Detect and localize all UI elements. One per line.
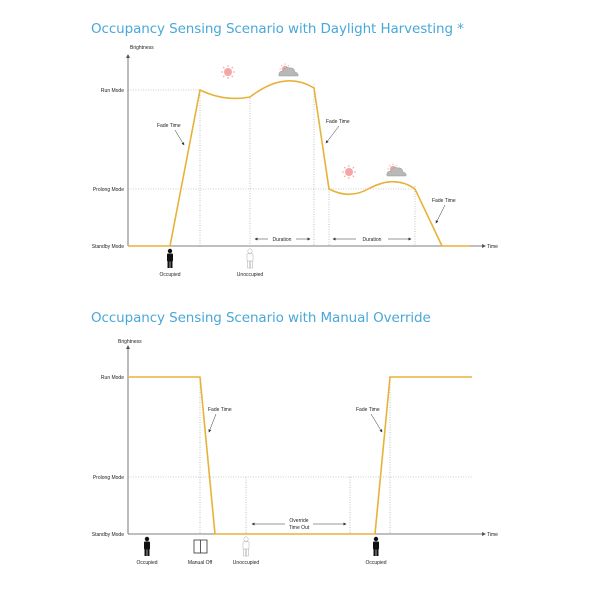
guide-lines (128, 377, 472, 534)
fade-time-label: Fade Time (432, 198, 456, 204)
x-axis-arrow-icon (482, 244, 486, 248)
manual-switch-icon (194, 540, 207, 553)
y-axis-label: Brightness (118, 339, 142, 345)
duration-label: Duration (362, 237, 382, 243)
level-standby-mode: Standby Mode (91, 532, 124, 538)
level-run-mode: Run Mode (100, 375, 124, 381)
sun-icon (342, 165, 356, 179)
duration-label: Duration (272, 237, 292, 243)
brightness-curve (128, 377, 472, 534)
y-axis-label: Brightness (130, 45, 154, 51)
brightness-curve (128, 81, 470, 246)
time-out-label: Time Out (288, 525, 310, 531)
level-prolong-mode: Prolong Mode (92, 187, 124, 193)
diagram-2 (92, 339, 498, 566)
sun-icon (221, 65, 235, 79)
x-axis-label: Time (487, 532, 498, 538)
occupied-person-icon (373, 537, 379, 556)
x-axis-label: Time (487, 244, 498, 250)
fade-time-label: Fade Time (356, 407, 380, 413)
occupied-person-icon (167, 249, 173, 268)
unoccupied-person-icon (247, 249, 253, 268)
fade-time-label: Fade Time (157, 123, 181, 129)
event-occupied: Occupied (136, 560, 158, 566)
override-label: Override (289, 518, 309, 524)
event-manual-off: Manual Off (187, 560, 213, 566)
fade-time-label: Fade Time (326, 119, 350, 125)
occupied-person-icon (144, 537, 150, 556)
diagram-2-title: Occupancy Sensing Scenario with Manual Override (91, 310, 431, 326)
unoccupied-person-icon (243, 537, 249, 556)
diagram-1 (92, 45, 498, 278)
event-occupied: Occupied (159, 272, 181, 278)
fade-time-label: Fade Time (208, 407, 232, 413)
y-axis-arrow-icon (126, 345, 130, 349)
event-unoccupied: Unoccupied (236, 272, 264, 278)
sun-behind-cloud-icon (279, 63, 298, 76)
x-axis-arrow-icon (482, 532, 486, 536)
level-run-mode: Run Mode (100, 88, 124, 94)
diagram-1-title: Occupancy Sensing Scenario with Daylight Harvesting * (91, 21, 464, 37)
event-unoccupied: Unoccupied (232, 560, 260, 566)
y-axis-arrow-icon (126, 54, 130, 58)
sun-behind-cloud-icon (387, 163, 406, 176)
event-occupied: Occupied (365, 560, 387, 566)
level-prolong-mode: Prolong Mode (92, 475, 124, 481)
guide-lines (128, 84, 415, 246)
level-standby-mode: Standby Mode (91, 244, 124, 250)
